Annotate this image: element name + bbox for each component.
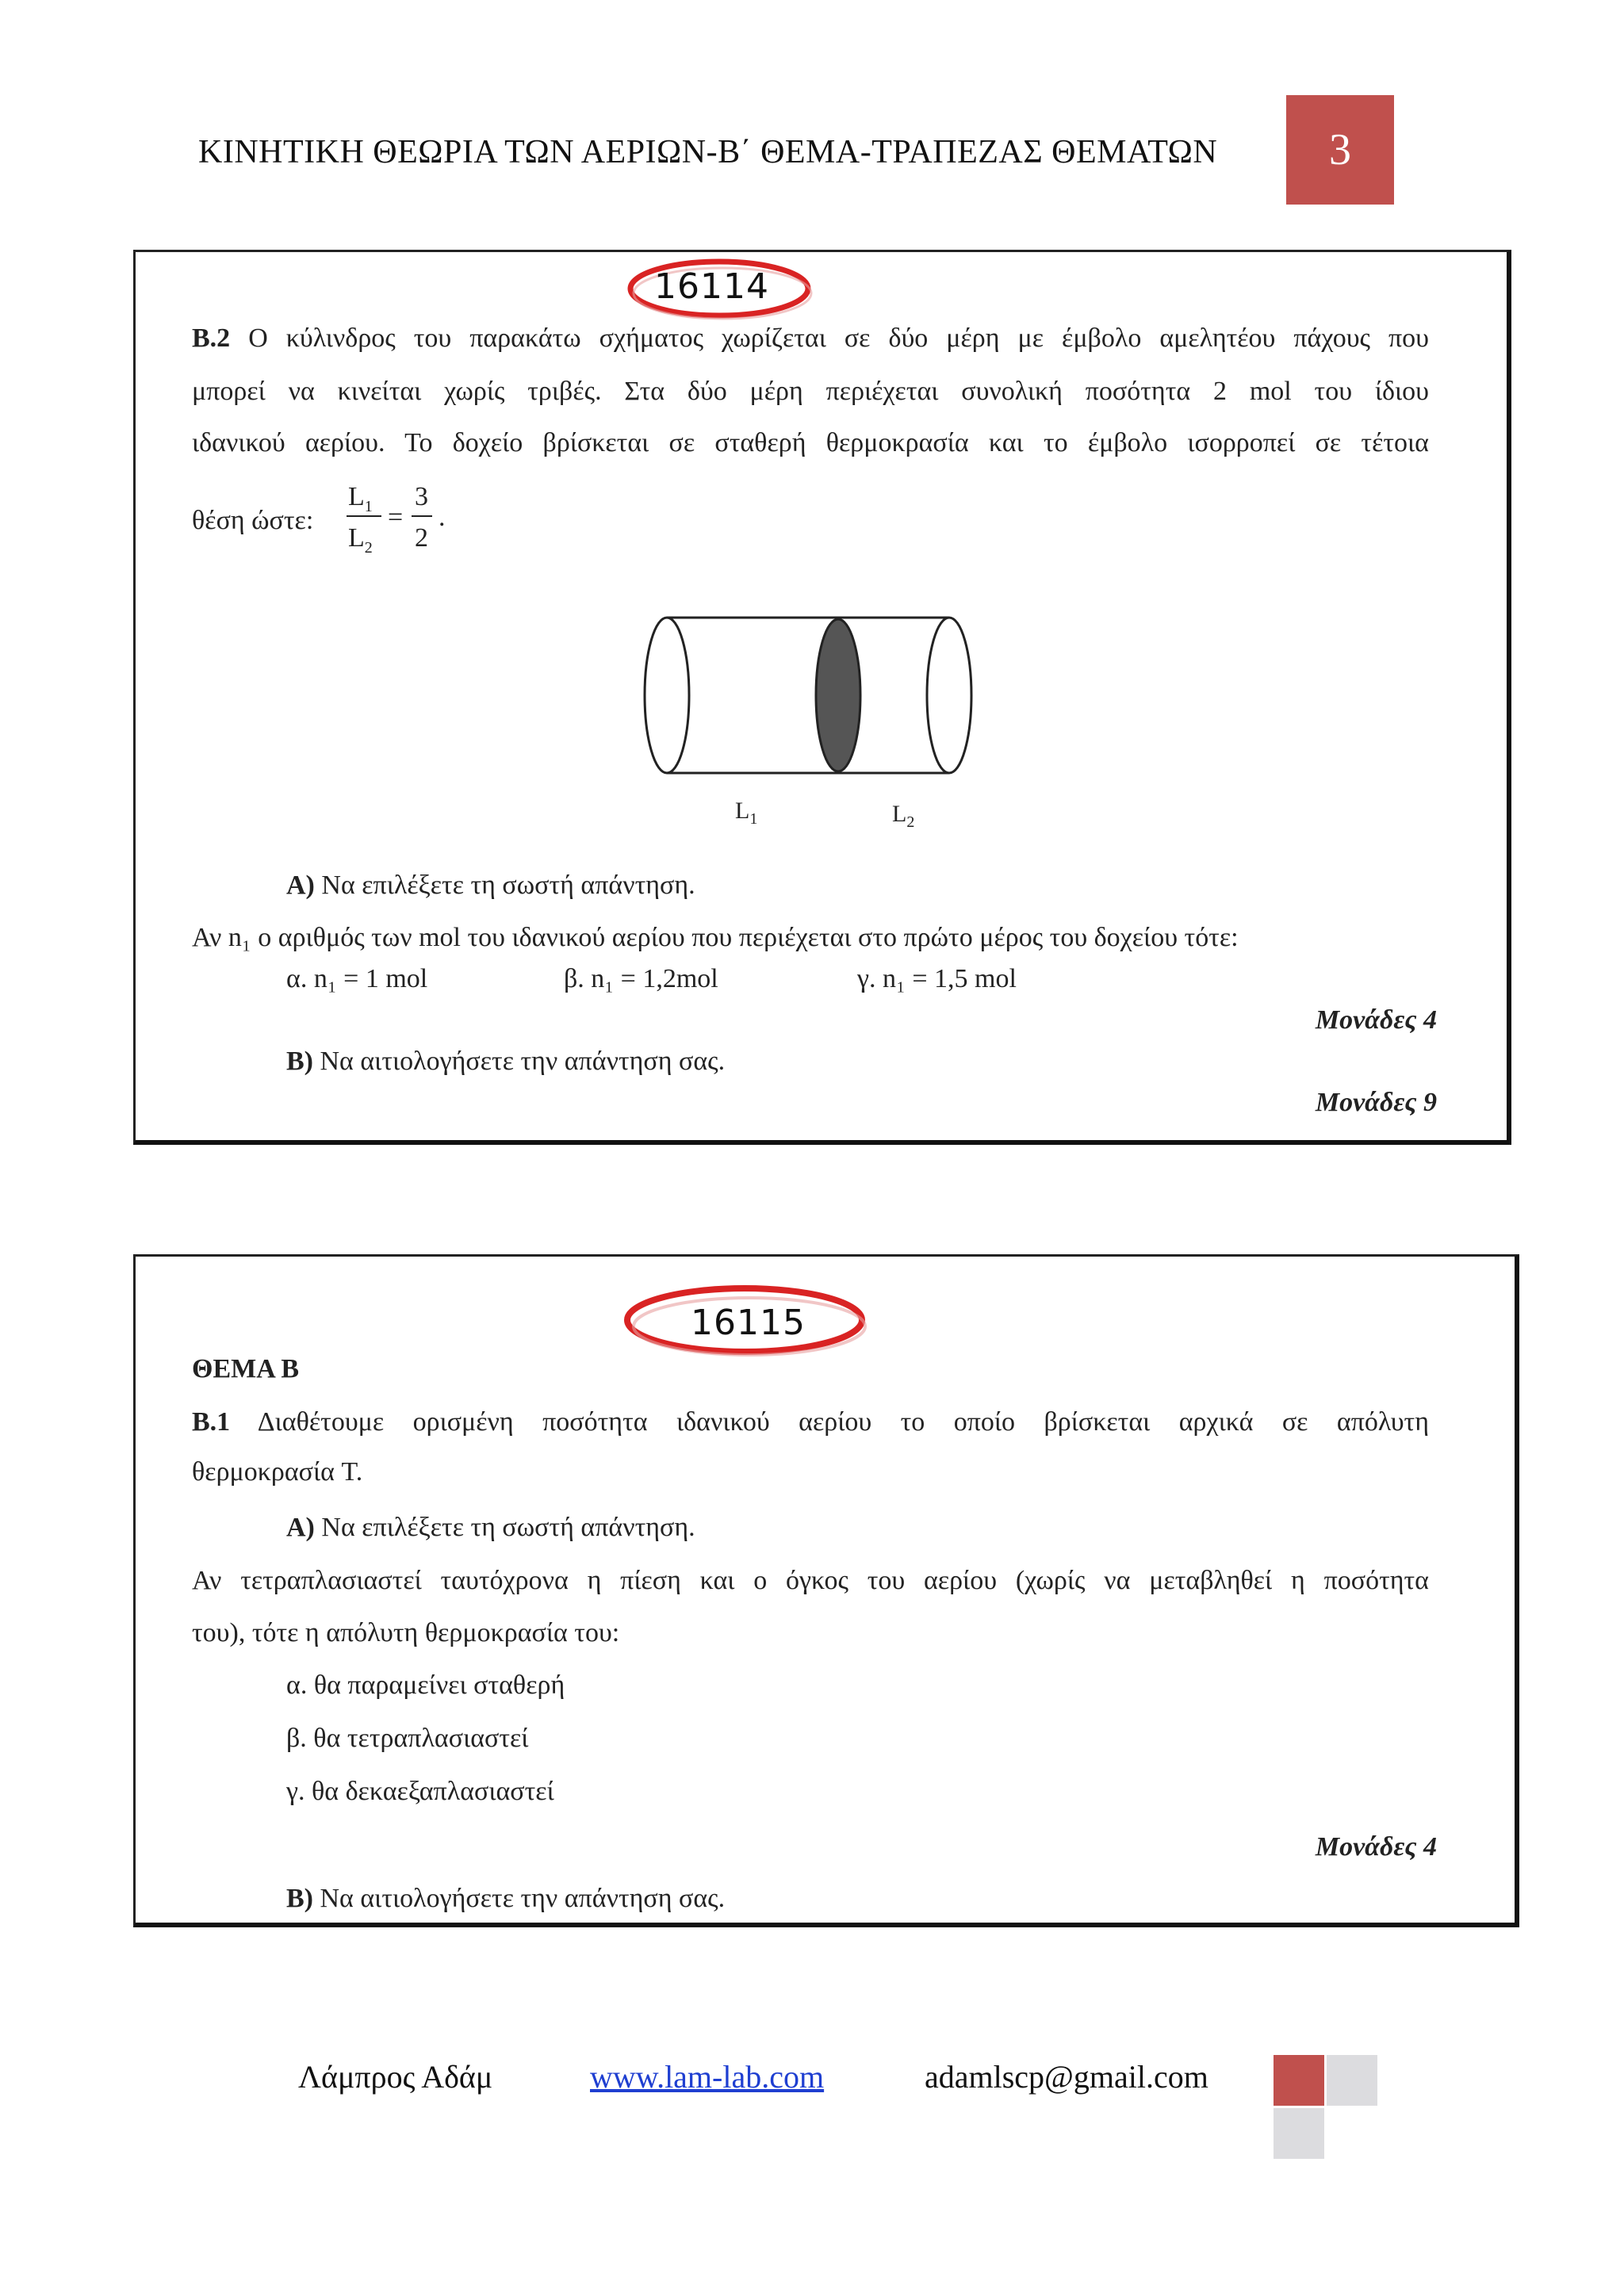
q1-option-b: β. n₁ = 1,2mol (564, 964, 718, 993)
q2-question-line-1: Αν τετραπλασιαστεί ταυτόχρονα η πίεση και ο όγκος του αερίου (χωρίς να μεταβληθεί η ποσότητα (192, 1566, 1429, 1595)
ratio-numerator: $L_1$ (348, 482, 373, 515)
q1-option-c: γ. n₁ = 1,5 mol (857, 964, 1017, 993)
figure-label-L2: $L_2$ (892, 801, 915, 831)
q2-label: Β.1 (192, 1407, 231, 1437)
ratio-value-bar (412, 515, 432, 517)
q1-part-b: Β) Να αιτιολογήσετε την απάντηση σας. (286, 1047, 726, 1076)
footer-email: adamlscp@gmail.com (925, 2059, 1208, 2095)
ratio-fraction-bar (347, 515, 381, 517)
question-id-16115 (619, 1279, 873, 1363)
ratio-end: . (439, 503, 446, 532)
q1-line-1-text: Ο κύλινδρος του παρακάτω σχήματος χωρίζεται σε δύο μέρη με έμβολο αμελητέου πάχους που (248, 323, 1429, 353)
question-id-text: 16115 (691, 1303, 806, 1343)
footer-author: Λάμπρος Αδάμ (298, 2059, 493, 2095)
question-id-text: 16114 (654, 266, 769, 307)
q1-ratio-prefix: θέση ώστε: (192, 506, 314, 535)
q2-line-1: Β.1 Διαθέτουμε ορισμένη ποσότητα ιδανικού αερίου το οποίο βρίσκεται αρχικά σε απόλυτη (192, 1407, 1429, 1437)
q1-question: Αν n₁ ο αριθμός των mol του ιδανικού αερίου που περιέχεται στο πρώτο μέρος του δοχείου τότε: (192, 923, 1239, 952)
q2-heading: ΘΕΜΑ Β (192, 1354, 300, 1383)
q1-line-3: ιδανικού αερίου. Το δοχείο βρίσκεται σε σταθερή θερμοκρασία και το έμβολο ισορροπεί σε τέτοια (192, 428, 1429, 457)
q1-option-a: α. n₁ = 1 mol (286, 964, 428, 993)
q2-option-b: β. θα τετραπλασιαστεί (286, 1724, 529, 1753)
ratio-equals: = (388, 503, 404, 532)
footer-website-link[interactable]: www.lam-lab.com (590, 2059, 825, 2095)
ratio-value-numerator: 3 (415, 482, 428, 511)
question-box-16114 (133, 250, 1511, 1145)
q1-units-b: Μονάδες 9 (1315, 1088, 1437, 1117)
q2-option-a: α. θα παραμείνει σταθερή (286, 1670, 565, 1700)
ratio-value-denominator: 2 (415, 523, 428, 553)
q2-line-2: θερμοκρασία T. (192, 1457, 363, 1487)
q2-part-a: Α) Να επιλέξετε τη σωστή απάντηση. (286, 1513, 695, 1542)
cylinder-figure (635, 613, 984, 787)
q1-line-2: μπορεί να κινείται χωρίς τριβές. Στα δύο μέρη περιέχεται συνολική ποσότητα 2 mol του ίδιου (192, 377, 1429, 406)
question-box-16115 (133, 1254, 1519, 1927)
q1-label: Β.2 (192, 323, 231, 353)
footer-decor-square-grey-2 (1274, 2108, 1324, 2159)
question-id-16114 (621, 252, 819, 322)
page-number-badge: 3 (1286, 95, 1394, 205)
figure-label-L1: $L_1$ (735, 798, 758, 828)
q1-units-a: Μονάδες 4 (1315, 1005, 1437, 1035)
q2-part-b: Β) Να αιτιολογήσετε την απάντηση σας. (286, 1884, 726, 1913)
footer-decor-square-grey-1 (1327, 2055, 1377, 2106)
q1-line-1 (192, 323, 1429, 354)
q2-question-line-2: του), τότε η απόλυτη θερμοκρασία του: (192, 1618, 620, 1647)
q1-part-a: Α) Να επιλέξετε τη σωστή απάντηση. (286, 871, 695, 900)
ratio-denominator: $L_2$ (348, 523, 373, 557)
footer-decor-square-red (1274, 2055, 1324, 2106)
q2-option-c: γ. θα δεκαεξαπλασιαστεί (286, 1777, 554, 1806)
page-header-title: ΚΙΝΗΤΙΚΗ ΘΕΩΡΙΑ ΤΩΝ ΑΕΡΙΩΝ-Β΄ ΘΕΜΑ-ΤΡΑΠΕΖΑΣ ΘΕΜΑΤΩΝ (198, 134, 1218, 170)
q2-units-a: Μονάδες 4 (1315, 1832, 1437, 1862)
